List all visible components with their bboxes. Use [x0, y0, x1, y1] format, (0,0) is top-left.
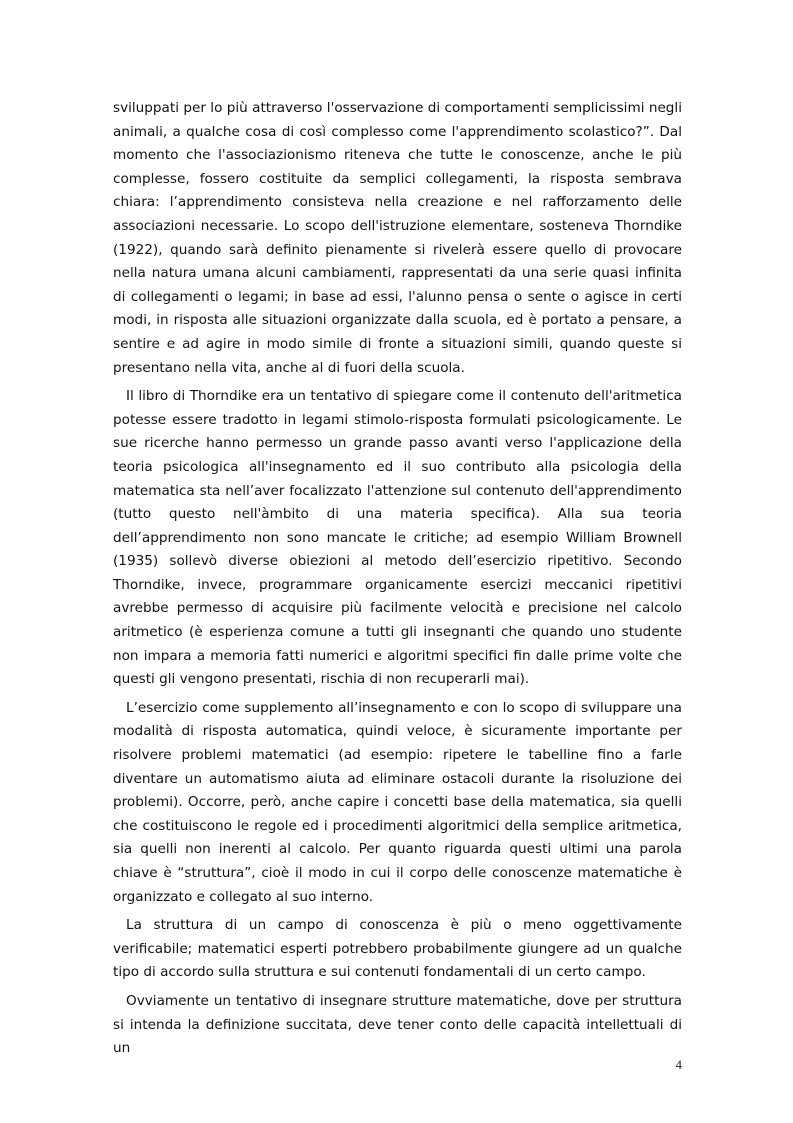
paragraph-continuation: sviluppati per lo più attraverso l'osservazione di comportamenti semplicissimi negli animali, a qualche cosa di così complesso come l'apprendimento scolastico?”. Dal momento che l'associazionismo riteneva che tutte le conoscenze, anche le più complesse, fossero costituite da semplici collegamenti, la risposta sembrava chiara: l’apprendimento consisteva nella creazione e nel rafforzamento delle associazioni necessarie. Lo scopo dell'istruzione elementare, sosteneva Thorndike (1922), quando sarà definito pienamente si rivelerà essere quello di provocare nella natura umana alcuni cambiamenti, rappresentati da una serie quasi infinita di collegamenti o legami; in base ad essi, l'alunno pensa o sente o agisce in certi modi, in risposta alle situazioni organizzate dalla scuola, ed è portato a pensare, a sentire e ad agire in modo simile di fronte a situazioni simili, quando queste si presentano nella vita, anche al di fuori della scuola.	[113, 100, 682, 376]
paragraph-exercise: L’esercizio come supplemento all’insegnamento e con lo scopo di sviluppare una modalità di risposta automatica, quindi veloce, è sicuramente importante per risolvere problemi matematici (ad esempio: ripetere le tabelline fino a farle diventare un automatismo aiuta ad eliminare ostacoli durante la risoluzione dei problemi). Occorre, però, anche capire i concetti base della matematica, sia quelli che costituiscono le regole ed i procedimenti algoritmici della semplice aritmetica, sia quelli non inerenti al calcolo. Per quanto riguarda questi ultimi una parola chiave è “struttura”, cioè il modo in cui il corpo delle conoscenze matematiche è organizzato e collegato al suo interno.	[113, 699, 682, 905]
paragraph-teaching-structures: Ovviamente un tentativo di insegnare strutture matematiche, dove per struttura si intenda la definizione succitata, deve tener conto delle capacità intellettuali di un	[113, 992, 682, 1057]
paragraph-thorndike-book: Il libro di Thorndike era un tentativo di spiegare come il contenuto dell'aritmetica potesse essere tradotto in legami stimolo-risposta formulati psicologicamente. Le sue ricerche hanno permesso un grande passo avanti verso l'applicazione della teoria psicologica all'insegnamento ed il suo contributo alla psicologia della matematica sta nell’aver focalizzato l'attenzione sul contenuto dell'apprendimento (tutto questo nell'àmbito di una materia specifica). Alla sua teoria dell’apprendimento non sono mancate le critiche; ad esempio William Brownell (1935) sollevò diverse obiezioni al metodo dell’esercizio ripetitivo. Secondo Thorndike, invece, programmare organicamente esercizi meccanici ripetitivi avrebbe permesso di acquisire più facilmente velocità e precisione nel calcolo aritmetico (è esperienza comune a tutti gli insegnanti che quando uno studente non impara a memoria fatti numerici e algoritmi specifici fin dalle prime volte che questi gli vengono presentati, rischia di non recuperarli mai).	[113, 388, 682, 688]
page-number: 4	[675, 1057, 682, 1072]
body-text	[113, 97, 682, 1061]
paragraph-structure: La struttura di un campo di conoscenza è più o meno oggettivamente verificabile; matematici esperti potrebbero probabilmente giungere ad un qualche tipo di accordo sulla struttura e sui contenuti fondamentali di un certo campo.	[113, 917, 682, 981]
